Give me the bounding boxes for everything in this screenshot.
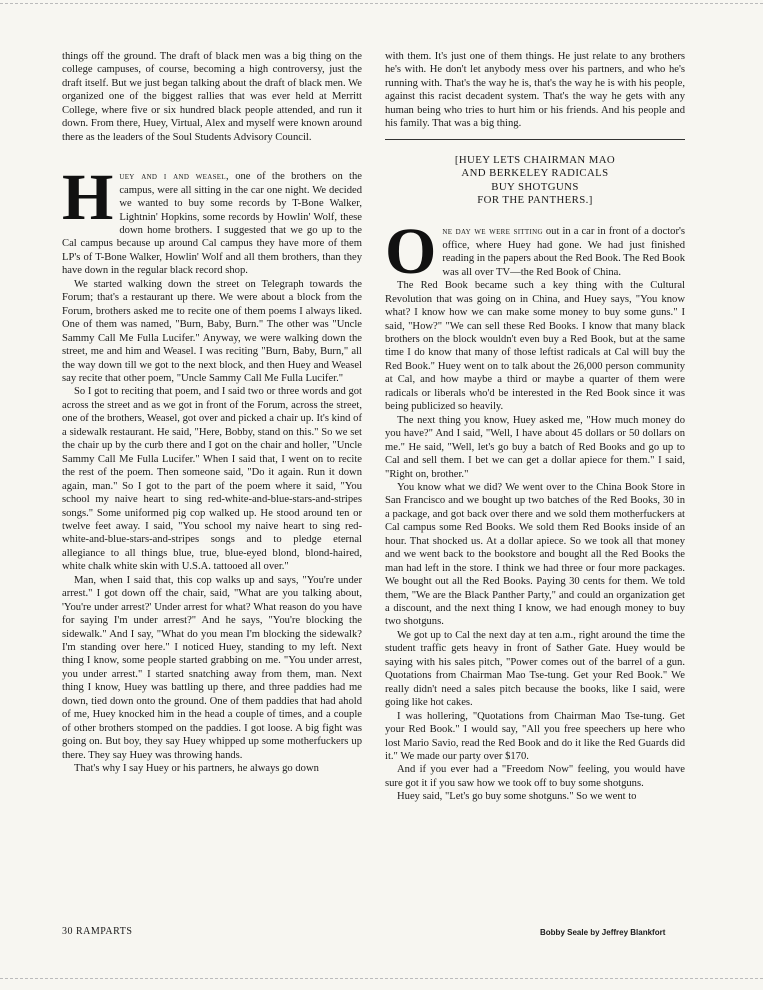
subhead-line: FOR THE PANTHERS.]: [477, 193, 593, 206]
scan-edge-bottom: [0, 978, 763, 979]
scan-edge-top: [0, 3, 763, 4]
paragraph-dropcap: [62, 161, 362, 278]
paragraph: The Red Book became such a key thing with the Cultural Revolution that was going on in China, and Huey says, "You know what? I know how we can make some money to buy some guns." I said, "How?" "We can sell these Red Books. I know that many black brothers on the block wouldn't even buy a Red Book, but at the same time I do know that many of those leftist radicals at Cal will buy the Red Book." Huey went on to talk about the 26,000 person community at Cal, and how maybe a third or maybe a quarter of them were radicals or liberals who'd be interested in the Red Book since it was being publicized so heavily.: [385, 280, 685, 413]
subhead-line: AND BERKELEY RADICALS: [461, 167, 609, 180]
drop-cap: H: [62, 161, 114, 235]
paragraph: We started walking down the street on Telegraph towards the Forum; that's a restaurant up there. We were about a block from the Forum, brothers asked me to recite one of them poems I always liked. One of them was named, "Burn, Baby, Burn." The other was "Uncle Sammy Call Me Fulla Lucifer." Anyway, we were walking down the street, me and him and Weasel. I was reciting "Burn, Baby, Burn," all the way down till we got to the next block, and then Huey and Weasel say recite that other poem, "Uncle Sammy Call Me Fulla Lucifer.": [62, 278, 362, 384]
paragraph: And if you ever had a "Freedom Now" feeling, you would have sure got it if you saw how we took off to buy some shotguns.: [385, 764, 685, 789]
paragraph: things off the ground. The draft of black men was a big thing on the college campuses, of course, becoming a high controversy, just the draft itself. But we just began talking about the draft of black men. We organized one of the biggest rallies that was ever held at Merritt College, where five or six hundred black people attended, and run it down. From there, Huey, Virtual, Alex and myself were known around there as the leaders of the Soul Students Advisory Council.: [62, 51, 362, 143]
paragraph: So I got to reciting that poem, and I said two or three words and got across the street and as we got in front of the Forum, across the street, one of the brothers, Weasel, got over and picked a chair up. It's kind of a sidewalk restaurant. He said, "Here, Bobby, stand on this." So we set the chair up by the curb there and I got on the chair and holler, "Uncle Sammy Call Me Fulla Lucifer." When I said that, I went on to recite the rest of the poem. Then someone said, "Do it again. Run it down again, man." So I got to the part of the poem where it said, "You school my naive heart to sing red-white-and-blue-stars-and-stripes songs." Some uniformed pig cop walked up. He stood around ten or twelve feet away. I said, "You school my naive heart to sing red-white-and-blue-stars-and-stripes songs and to pledge eternal allegiance to all things blue, true, blue-eyed blond, blond-haired, white chalk white skin with U.S.A. tattooed all over.": [62, 386, 362, 573]
paragraph: You know what we did? We went over to the China Book Store in San Francisco and we bought up two batches of the Red Books, 30 in a package, and got back over there and we sold them motherfuckers at Cal campus some Red Books. We sold them Red Books inside of an hour. That shocked us. At a dollar apiece. So we took all that money and we went back to the bookstore and bought all the Red Books the man had left in the store. I think we had three or four more packages. We bought out all the Red Books. Paying 30 cents for them. We told them, "We are the Black Panther Party," and could an organization get a discount, and the next thing I know, we had enough money to buy two shotguns.: [385, 481, 685, 628]
paragraph-text: out in a car in front of a doctor's office, where Huey had gone. We had just finished reading in the papers about the Red Book. The Red Book was all over TV—the Red Book of China.: [442, 226, 686, 278]
paragraph: Huey said, "Let's go buy some shotguns." So we went to: [397, 791, 637, 803]
paragraph: with them. It's just one of them things. He just relate to any brothers he's with. He don't let anybody mess over his partners, and who he's running with. That's the way he is, that's the way he is with his people, against this racist decadent system. That's the way he gets with any human being who tries to hurt him or his friends. And his people and his family. That was a big thing.: [385, 51, 685, 130]
article-column-right: [385, 50, 685, 804]
lead-in-smallcaps: ne day we were sitting: [442, 226, 543, 238]
page-folio: 30 RAMPARTS: [62, 926, 133, 937]
subhead-line: BUY SHOTGUNS: [491, 180, 579, 193]
paragraph-text: one of the brothers on the campus, were all sitting in the car one night. We decided we wanted to buy some records by T-Bone Walker, Lightnin' Hopkins, some records by Howlin' Wolf, these down home brothers. I suggested that we go up to the Cal campus because up around Cal campus they have more of them LP's of T-Bone Walker, Howlin' Wolf and all them brothers, than they have down in the regular black record shop.: [62, 171, 362, 277]
section-subhead: [385, 154, 685, 208]
drop-cap: O: [385, 215, 437, 289]
paragraph: I was hollering, "Quotations from Chairman Mao Tse-tung. Get your Red Book." I would say, "All you free speechers up here who lost Mario Savio, read the Red Book and do it like the Red Guards did it." We made our party over $170.: [385, 710, 685, 763]
paragraph: We got up to Cal the next day at ten a.m., right around the time the student traffic gets heavy in front of Sather Gate. Huey would be saying with his sales pitch, "Power comes out of the barrel of a gun. Quotations from Chairman Mao Tse-tung. Get your Red Book." We really didn't need a sales pitch because the books, like I said, were going like hot cakes.: [385, 629, 685, 709]
paragraph-dropcap: [385, 215, 686, 289]
subhead-line: [HUEY LETS CHAIRMAN MAO: [454, 153, 616, 166]
article-column-left: [62, 50, 362, 776]
paragraph: Man, when I said that, this cop walks up and says, "You're under arrest." I got down off the chair, said, "What are you talking about, 'You're under arrest?' Under arrest for what? What reason do you have for saying I'm under arrest?" And he says, "You're blocking the sidewalk." And I say, "What do you mean I'm blocking the sidewalk? I'm standing over here." I noticed Huey, standing to my left. Next thing I know, some people started grabbing on me. "You under arrest, you under arrest." I started snatching away from them, man. Next thing I know, Huey was battling up there, and three paddies had me down, tied down onto the ground. One of them paddies that had ahold of me, Huey knocked him in the head a couple of times, and a couple of other brothers stomped on the paddies. I got loose. A big fight was going on. But boy, they say Huey whipped up some motherfuckers up there. They say Huey was throwing hands.: [62, 574, 362, 761]
paragraph: The next thing you know, Huey asked me, "How much money do you have?" And I said, "Well, I have about 45 dollars or 50 dollars on me." He said, "Well, let's go buy a batch of Red Books and go up to Cal and sell them. I bet we can get a dollar apiece for them." I said, "Right on, brother.": [385, 414, 685, 480]
section-divider: [385, 139, 685, 140]
lead-in-smallcaps: uey and i and weasel,: [119, 171, 229, 183]
photo-credit: Bobby Seale by Jeffrey Blankfort: [540, 928, 666, 937]
paragraph: That's why I say Huey or his partners, he always go down: [74, 763, 319, 775]
